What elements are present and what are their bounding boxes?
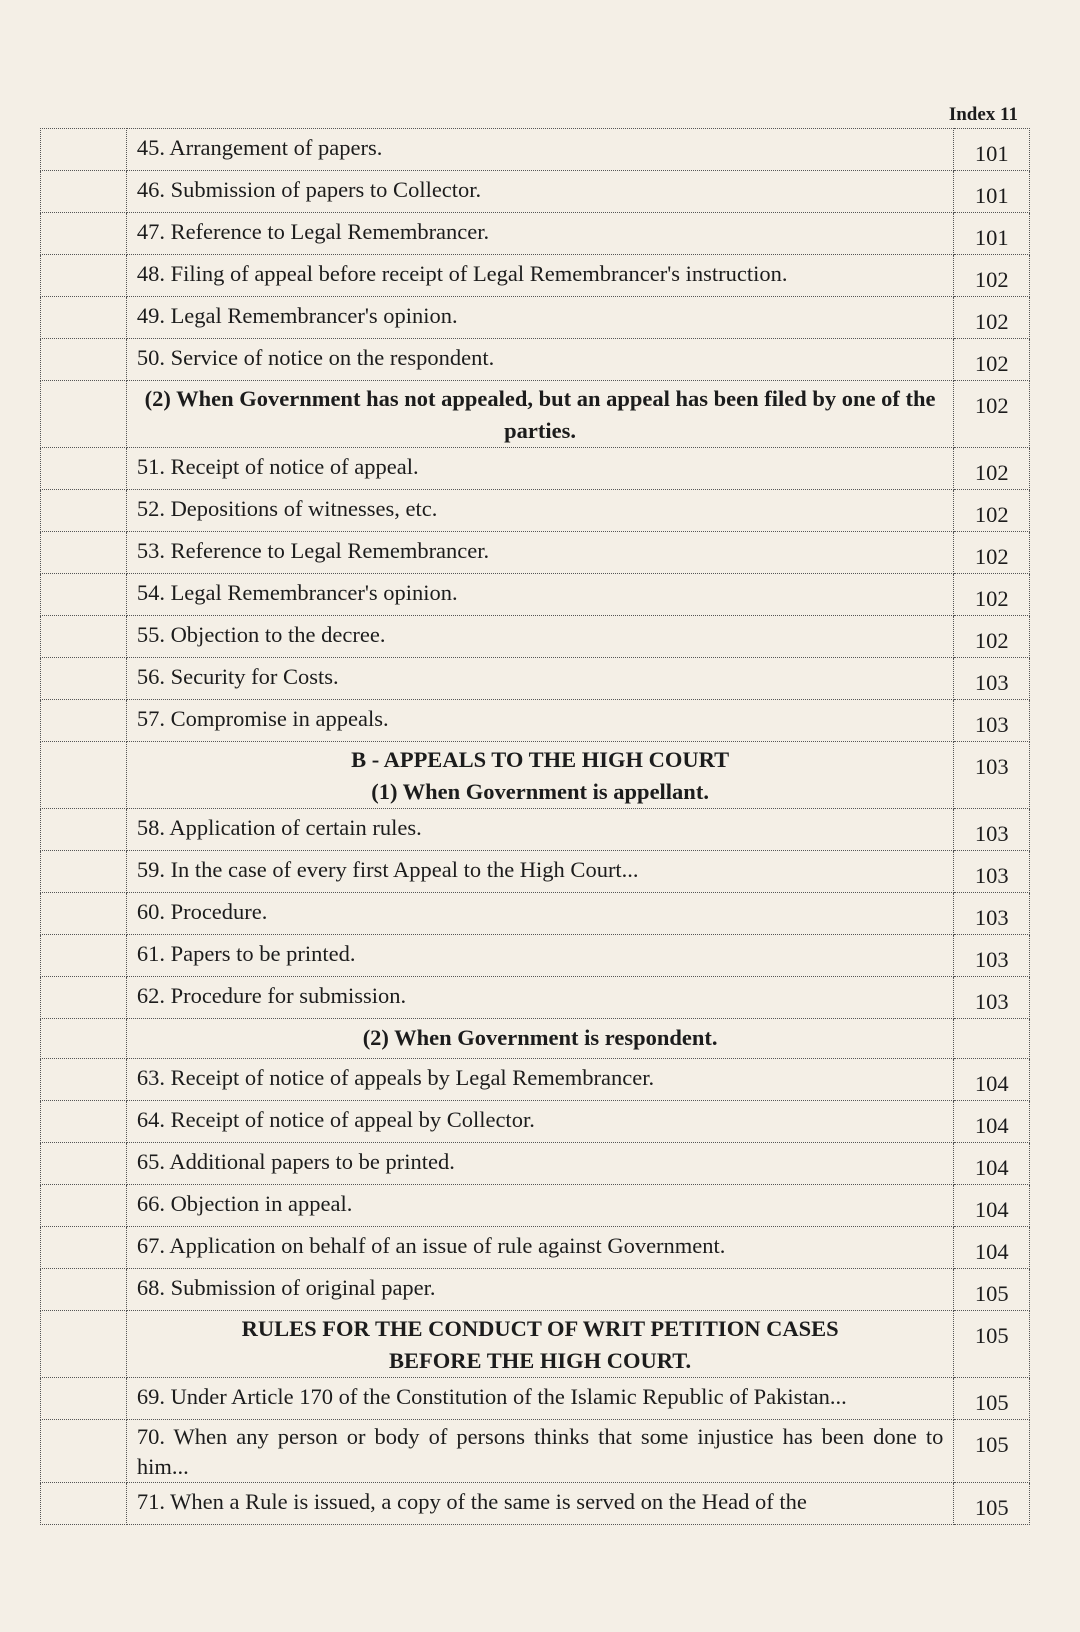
entry-title: 56. Security for Costs. — [126, 658, 954, 700]
entry-page: 103 — [954, 700, 1030, 742]
entry-page: 103 — [954, 658, 1030, 700]
entry-title: 51. Receipt of notice of appeal. — [126, 448, 954, 490]
table-row — [41, 171, 1030, 213]
blank-cell — [41, 700, 127, 742]
entry-title: 57. Compromise in appeals. — [126, 700, 954, 742]
blank-cell — [41, 297, 127, 339]
blank-cell — [41, 1059, 127, 1101]
blank-cell — [41, 1227, 127, 1269]
section-heading: (2) When Government has not appealed, but an appeal has been filed by one of the parties. — [126, 381, 954, 448]
entry-page: 102 — [954, 381, 1030, 448]
entry-title: 60. Procedure. — [126, 893, 954, 935]
entry-page: 101 — [954, 171, 1030, 213]
entry-page: 105 — [954, 1269, 1030, 1311]
table-row — [41, 616, 1030, 658]
blank-cell — [41, 171, 127, 213]
blank-cell — [41, 809, 127, 851]
entry-title: 59. In the case of every first Appeal to the High Court... — [126, 851, 954, 893]
entry-title: 46. Submission of papers to Collector. — [126, 171, 954, 213]
entry-title: 62. Procedure for submission. — [126, 977, 954, 1019]
entry-page: 105 — [954, 1483, 1030, 1525]
blank-cell — [41, 1483, 127, 1525]
entry-title: 64. Receipt of notice of appeal by Collector. — [126, 1101, 954, 1143]
entry-title: 47. Reference to Legal Remembrancer. — [126, 213, 954, 255]
table-row — [41, 1483, 1030, 1525]
entry-page: 102 — [954, 297, 1030, 339]
entry-page: 103 — [954, 977, 1030, 1019]
blank-cell — [41, 1019, 127, 1059]
entry-page: 103 — [954, 935, 1030, 977]
entry-title: 71. When a Rule is issued, a copy of the same is served on the Head of the — [126, 1483, 954, 1525]
entry-title: 70. When any person or body of persons thinks that some injustice has been done to him... — [126, 1420, 954, 1483]
entry-page: 102 — [954, 490, 1030, 532]
table-row — [41, 1143, 1030, 1185]
blank-cell — [41, 1420, 127, 1483]
entry-title: 66. Objection in appeal. — [126, 1185, 954, 1227]
blank-cell — [41, 129, 127, 171]
table-row — [41, 1227, 1030, 1269]
section-heading-row — [41, 1019, 1030, 1059]
table-row — [41, 700, 1030, 742]
entry-page — [954, 1019, 1030, 1059]
blank-cell — [41, 977, 127, 1019]
section-heading-line-2: BEFORE THE HIGH COURT. — [389, 1348, 692, 1373]
entry-page: 103 — [954, 851, 1030, 893]
blank-cell — [41, 255, 127, 297]
entry-page: 102 — [954, 255, 1030, 297]
section-heading-row — [41, 742, 1030, 809]
entry-title: 67. Application on behalf of an issue of rule against Government. — [126, 1227, 954, 1269]
table-row — [41, 893, 1030, 935]
entry-page: 104 — [954, 1185, 1030, 1227]
blank-cell — [41, 381, 127, 448]
blank-cell — [41, 448, 127, 490]
entry-page: 102 — [954, 616, 1030, 658]
subsection-heading: (1) When Government is appellant. — [371, 779, 709, 804]
table-row — [41, 448, 1030, 490]
entry-page: 101 — [954, 129, 1030, 171]
section-heading-row — [41, 381, 1030, 448]
entry-title: 50. Service of notice on the respondent. — [126, 339, 954, 381]
entry-page: 105 — [954, 1420, 1030, 1483]
table-row — [41, 129, 1030, 171]
table-row — [41, 1185, 1030, 1227]
blank-cell — [41, 574, 127, 616]
entry-page: 104 — [954, 1101, 1030, 1143]
table-row — [41, 1269, 1030, 1311]
blank-cell — [41, 1269, 127, 1311]
table-row — [41, 255, 1030, 297]
blank-cell — [41, 935, 127, 977]
section-heading: RULES FOR THE CONDUCT OF WRIT PETITION CASES — [241, 1316, 839, 1341]
entry-page: 104 — [954, 1143, 1030, 1185]
table-row — [41, 1059, 1030, 1101]
entry-page: 102 — [954, 574, 1030, 616]
blank-cell — [41, 658, 127, 700]
entry-title: 65. Additional papers to be printed. — [126, 1143, 954, 1185]
table-row — [41, 339, 1030, 381]
entry-page: 102 — [954, 448, 1030, 490]
table-row — [41, 1420, 1030, 1483]
blank-cell — [41, 616, 127, 658]
section-heading: B - APPEALS TO THE HIGH COURT — [351, 747, 730, 772]
blank-cell — [41, 742, 127, 809]
table-row — [41, 532, 1030, 574]
entry-page: 102 — [954, 339, 1030, 381]
entry-title: 52. Depositions of witnesses, etc. — [126, 490, 954, 532]
table-row — [41, 490, 1030, 532]
subsection-heading: (2) When Government is respondent. — [126, 1019, 954, 1059]
table-row — [41, 1101, 1030, 1143]
table-row — [41, 809, 1030, 851]
section-heading-row — [41, 1311, 1030, 1378]
table-row — [41, 297, 1030, 339]
entry-title: 45. Arrangement of papers. — [126, 129, 954, 171]
blank-cell — [41, 851, 127, 893]
table-row — [41, 574, 1030, 616]
entry-page: 104 — [954, 1227, 1030, 1269]
table-row — [41, 1378, 1030, 1420]
entry-title: 63. Receipt of notice of appeals by Legal Remembrancer. — [126, 1059, 954, 1101]
entry-title: 61. Papers to be printed. — [126, 935, 954, 977]
entry-title: 58. Application of certain rules. — [126, 809, 954, 851]
table-row — [41, 851, 1030, 893]
entry-title: 69. Under Article 170 of the Constitution of the Islamic Republic of Pakistan... — [126, 1378, 954, 1420]
table-row — [41, 935, 1030, 977]
entry-title: 53. Reference to Legal Remembrancer. — [126, 532, 954, 574]
entry-page: 104 — [954, 1059, 1030, 1101]
entry-page: 103 — [954, 742, 1030, 809]
entry-page: 105 — [954, 1378, 1030, 1420]
blank-cell — [41, 1311, 127, 1378]
index-table — [40, 128, 1030, 1525]
blank-cell — [41, 893, 127, 935]
blank-cell — [41, 1378, 127, 1420]
table-row — [41, 213, 1030, 255]
entry-title: 68. Submission of original paper. — [126, 1269, 954, 1311]
blank-cell — [41, 532, 127, 574]
table-row — [41, 658, 1030, 700]
entry-page: 105 — [954, 1311, 1030, 1378]
entry-title: 49. Legal Remembrancer's opinion. — [126, 297, 954, 339]
blank-cell — [41, 1101, 127, 1143]
entry-page: 103 — [954, 893, 1030, 935]
blank-cell — [41, 339, 127, 381]
entry-page: 102 — [954, 532, 1030, 574]
blank-cell — [41, 1143, 127, 1185]
entry-title: 48. Filing of appeal before receipt of Legal Remembrancer's instruction. — [126, 255, 954, 297]
blank-cell — [41, 213, 127, 255]
entry-page: 101 — [954, 213, 1030, 255]
blank-cell — [41, 490, 127, 532]
entry-title: 54. Legal Remembrancer's opinion. — [126, 574, 954, 616]
entry-title: 55. Objection to the decree. — [126, 616, 954, 658]
table-row — [41, 977, 1030, 1019]
page-header: Index 11 — [948, 104, 1018, 125]
entry-page: 103 — [954, 809, 1030, 851]
blank-cell — [41, 1185, 127, 1227]
